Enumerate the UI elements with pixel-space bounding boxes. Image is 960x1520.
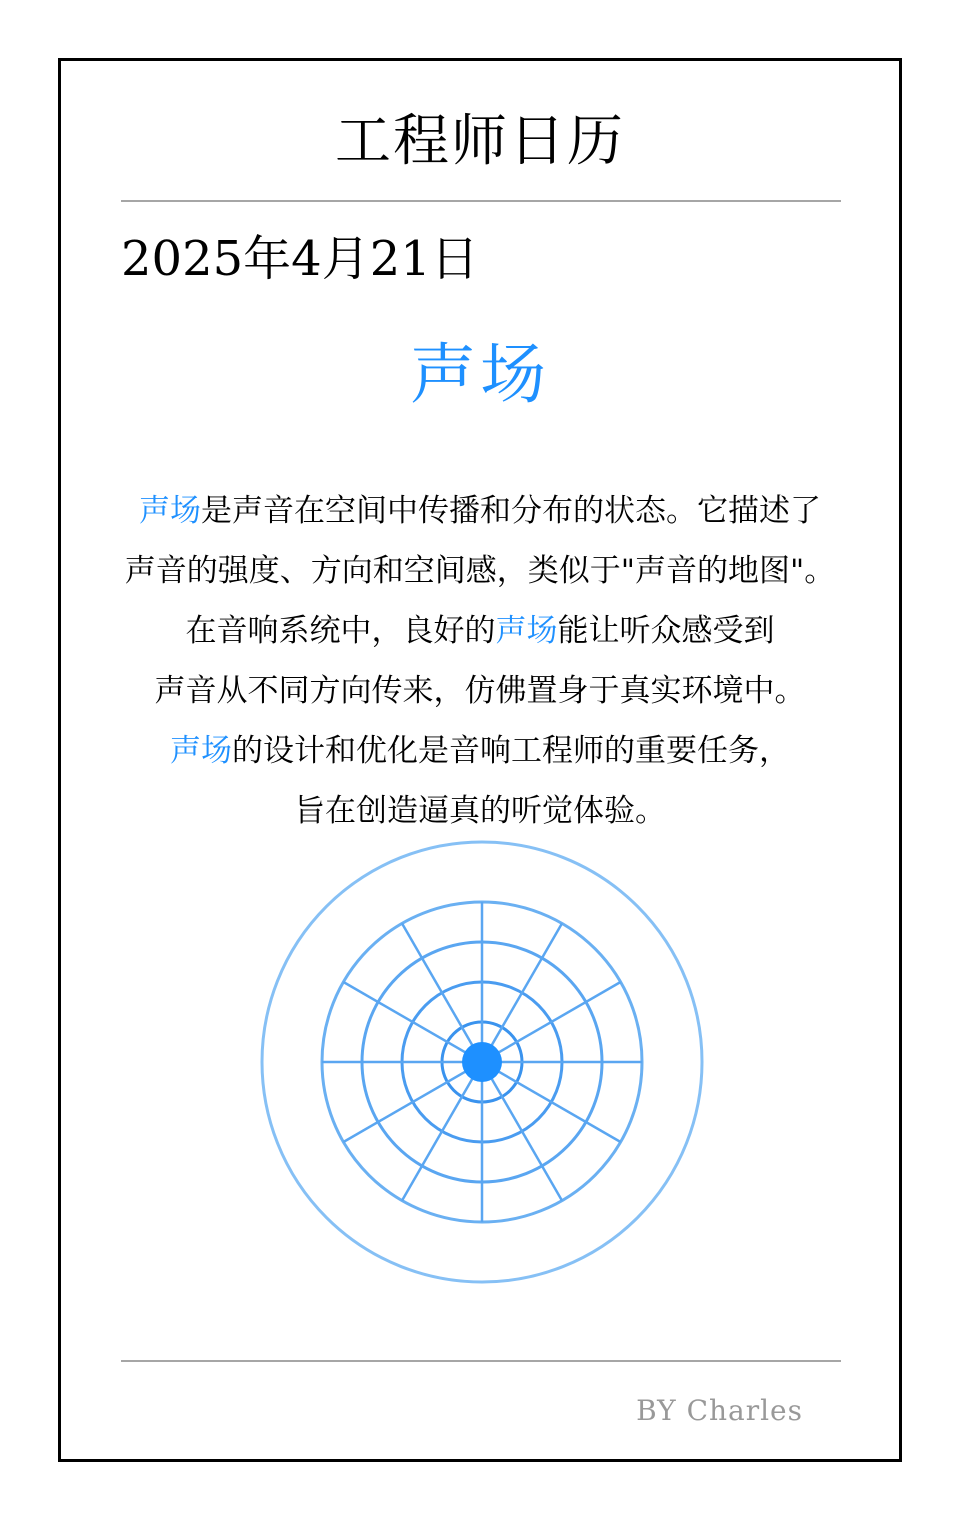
calendar-card [58,58,902,1462]
description-line [61,541,899,601]
term-heading: 声场 [410,336,550,413]
term-highlight: 声场 [170,733,232,769]
calendar-date: 2025年4月21日 [121,231,479,287]
description-line [61,661,899,721]
description-text: 在音响系统中，良好的 [185,613,496,649]
description-line [61,481,899,541]
description-text: 声音的强度、方向和空间感，类似于"声音的地图"。 [124,553,836,589]
description-line [61,721,899,781]
description-text: 是声音在空间中传播和分布的状态。它描述了 [201,493,821,529]
term-highlight: 声场 [495,613,558,649]
description-text: 声音从不同方向传来，仿佛置身于真实环境中。 [154,673,806,709]
sound-field-rings-icon [259,839,705,1285]
description-text: 旨在创造逼真的听觉体验。 [294,793,666,829]
description-text: 的设计和优化是音响工程师的重要任务， [232,733,790,769]
description-line [61,601,899,661]
sound-source-dot [462,1042,502,1082]
term-description [61,481,899,841]
author-credit: BY Charles [636,1394,803,1427]
bottom-divider [121,1360,841,1362]
term-highlight: 声场 [139,493,201,529]
page-title: 工程师日历 [335,109,625,174]
description-line [61,781,899,841]
top-divider [121,200,841,202]
description-text: 能让听众感受到 [557,613,775,649]
